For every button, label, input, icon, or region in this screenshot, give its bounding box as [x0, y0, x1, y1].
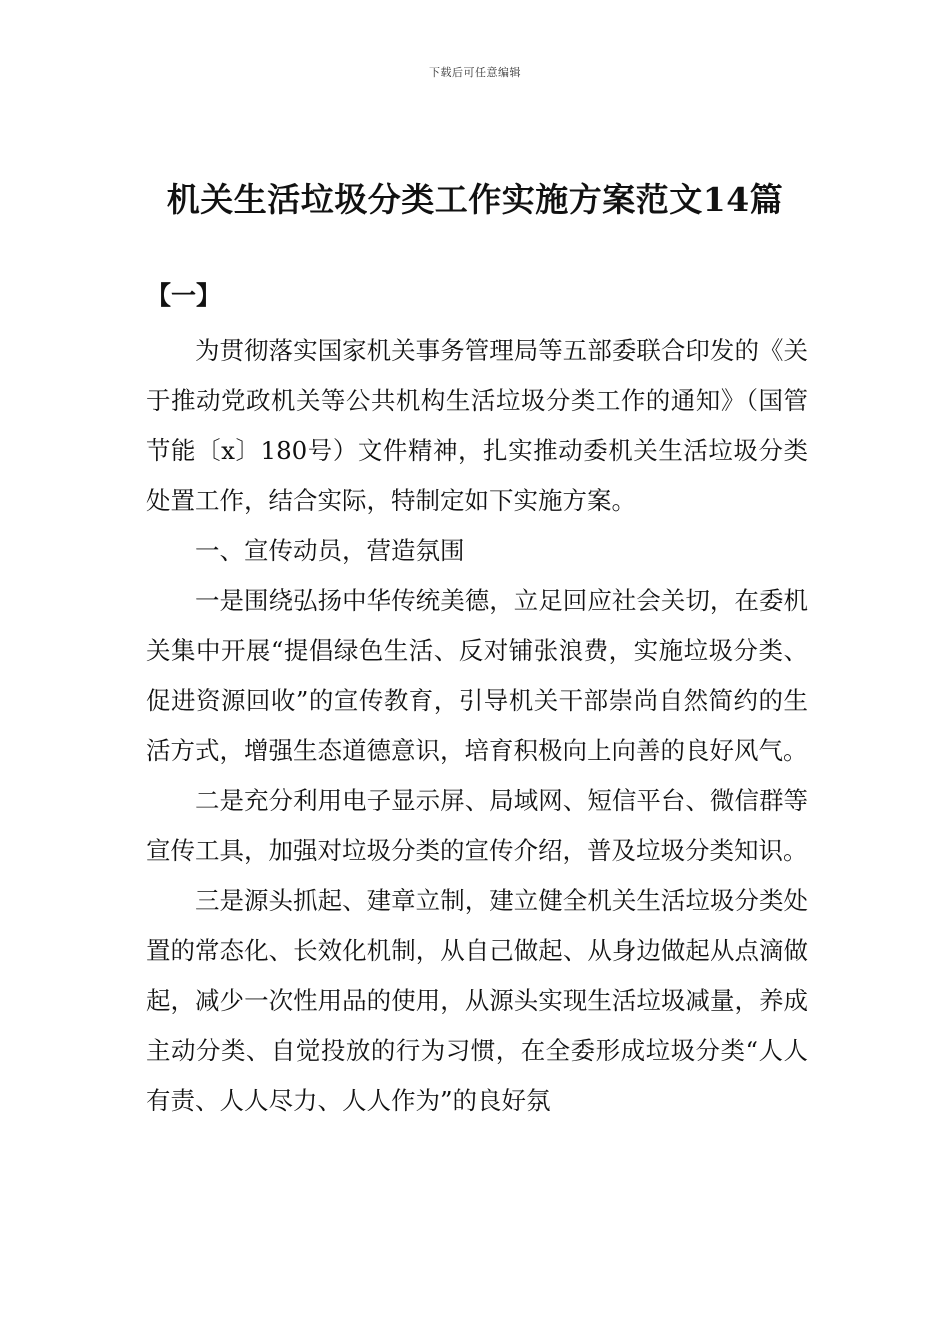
- paragraph-heading-publicity: 一、宣传动员，营造氛围: [195, 536, 465, 565]
- document-title: 机关生活垃圾分类工作实施方案范文14篇: [166, 180, 784, 219]
- paragraph-point-three: 三是源头抓起、建章立制，建立健全机关生活垃圾分类处置的常态化、长效化机制，从自己做起、从身边做起从点滴做起，减少一次性用品的使用，从源头实现生活垃圾减量，养成主动分类、自觉投放的行为习惯，在全委形成垃圾分类“人人有责、人人尽力、人人作为”的良好氛: [146, 886, 808, 1115]
- paragraph-point-one: 一是围绕弘扬中华传统美德，立足回应社会关切，在委机关集中开展“提倡绿色生活、反对铺张浪费，实施垃圾分类、促进资源回收”的宣传教育，引导机关干部崇尚自然简约的生活方式，增强生态道德意识，培育积极向上向善的良好风气。: [146, 586, 808, 765]
- section-label: 【一】: [146, 281, 222, 310]
- paragraph-point-two: 二是充分利用电子显示屏、局域网、短信平台、微信群等宣传工具，加强对垃圾分类的宣传介绍，普及垃圾分类知识。: [146, 786, 808, 865]
- document-body: [146, 326, 808, 1126]
- paragraph-intro: 为贯彻落实国家机关事务管理局等五部委联合印发的《关于推动党政机关等公共机构生活垃圾分类工作的通知》（国管节能〔x〕180号）文件精神，扎实推动委机关生活垃圾分类处置工作，结合实际，特制定如下实施方案。: [146, 336, 808, 515]
- header-note: 下载后可任意编辑: [429, 66, 521, 79]
